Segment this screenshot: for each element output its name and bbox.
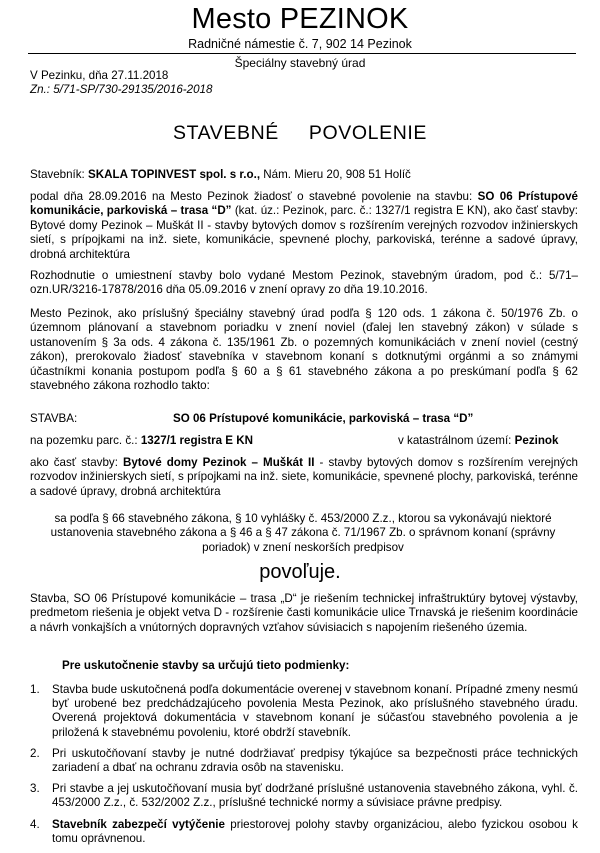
conditions-list bbox=[30, 683, 578, 853]
builder-address: Nám. Mieru 20, 908 51 Holíč bbox=[263, 168, 411, 181]
stavba-name: SO 06 Prístupové komunikácie, parkoviská – trasa “D” bbox=[173, 412, 474, 425]
condition-item bbox=[30, 782, 578, 810]
builder-line bbox=[30, 168, 578, 182]
application-project-name: SO 06 Prístupové komunikácie, parkoviská – trasa “D” bbox=[30, 190, 579, 218]
application-paragraph bbox=[30, 190, 578, 262]
cadastral-line bbox=[398, 434, 558, 448]
cadastral-label: v katastrálnom území: bbox=[398, 434, 512, 447]
condition-number: 2. bbox=[30, 746, 40, 760]
builder-name: SKALA TOPINVEST spol. s r.o., bbox=[88, 168, 261, 181]
condition-text: Pri stavbe a jej uskutočňovaní musia byť dodržané príslušné ustanovenia stavebného zákona, vyhl. č. 453/2000 Z.z., č. 532/2002 Z.z., príslušné technické normy a súvisiace právne predpisy. bbox=[52, 782, 578, 810]
condition-text: priestorovej polohy stavby organizáciou, alebo fyzickou osobou k tomu oprávnenou. bbox=[52, 817, 578, 845]
description-paragraph: Stavba, SO 06 Prístupové komunikácie – trasa „D“ je riešením technickej infraštruktúry bytovej výstavby, predmetom riešenia je objekt vetva D - rozšírenie časti komunikácie ulice Trnavská je riešenim koordinácie a návrh vonkajších a vnútorných dopravných vzťahov súvisiacich s napojením riešeného územia. bbox=[30, 592, 578, 634]
stavba-part-paragraph bbox=[30, 456, 578, 499]
condition-item bbox=[30, 747, 578, 775]
header-divider bbox=[28, 53, 576, 54]
condition-item bbox=[30, 683, 578, 740]
legal-basis-paragraph: sa podľa § 66 stavebného zákona, § 10 vyhlášky č. 453/2000 Z.z., ktorou sa vykonávajú niektoré ustanovenia stavebného zákona a § 46 a § 47 zákona č. 71/1967 Zb. o správnom konaní (správny poriadok) v znení neskorších predpisov bbox=[50, 512, 556, 554]
stavba-part-name: Bytové domy Pezinok – Muškát II bbox=[122, 456, 315, 469]
document-title: STAVEBNÉ POVOLENIE bbox=[172, 122, 428, 144]
builder-label: Stavebník: bbox=[30, 168, 85, 181]
date-line: V Pezinku, dňa 27.11.2018 bbox=[30, 69, 169, 82]
office-name: Špeciálny stavebný úrad bbox=[234, 56, 366, 70]
zoning-decision-paragraph: Rozhodnutie o umiestnení stavby bolo vydané Mestom Pezinok, stavebným úradom, pod č.: 5/71–ozn.UR/3216-17878/2016 dňa 05.09.2016 v znení opravy zo dňa 19.10.2016. bbox=[30, 269, 578, 297]
reference-number: Zn.: 5/71-SP/730-29135/2016-2018 bbox=[30, 83, 213, 96]
application-text-1: podal dňa 28.09.2016 na Mesto Pezinok žiadosť o stavebné povolenie na stavbu: bbox=[30, 190, 473, 203]
condition-item bbox=[30, 818, 578, 846]
stavba-part-prefix: ako časť stavby: bbox=[30, 456, 118, 469]
condition-number: 4. bbox=[30, 817, 40, 831]
municipality-address: Radničné námestie č. 7, 902 14 Pezinok bbox=[188, 37, 412, 51]
verdict-heading: povoľuje. bbox=[259, 561, 341, 583]
condition-text: Stavba bude uskutočnená podľa dokumentácie overenej v stavebnom konaní. Prípadné zmeny nesmú byť urobené bez predchádzajúceho povolenia Mesta Pezinok, ako príslušného stavebného úradu. Overená projektová dokumentácia v stavebnom konaní je súčasťou stavebného povolenia a je priložená k stavebnému povoleniu, ktoré obdrží stavebník. bbox=[52, 683, 578, 739]
parcel-value: 1327/1 registra E KN bbox=[140, 434, 253, 447]
parcel-label: na pozemku parc. č.: bbox=[30, 434, 138, 447]
condition-number: 3. bbox=[30, 782, 40, 796]
municipality-title: Mesto PEZINOK bbox=[191, 3, 409, 35]
application-text-2: (kat. úz.: Pezinok, parc. č.: 1327/1 registra E KN), ako časť stavby: Bytové domy Pezinok – Muškát II - stavby bytových domov s rozšírením verejných rozvodov inžinierskych sietí, s prípojkami na inž. siete, komunikácie, spevnené plochy, parkoviská, terénne a sadové úpravy, drobná architektúra bbox=[30, 204, 578, 261]
parcel-line bbox=[30, 434, 253, 448]
condition-number: 1. bbox=[30, 683, 40, 696]
condition-text: Pri uskutočňovaní stavby je nutné dodržiavať predpisy týkajúce sa bezpečnosti práce technických zariadení a dbať na ochranu zdravia osôb na stavenisku. bbox=[52, 746, 578, 775]
condition-bold-text: Stavebník zabezpečí vytýčenie bbox=[52, 817, 225, 831]
cadastral-value: Pezinok bbox=[514, 434, 559, 447]
stavba-part-rest: - stavby bytových domov s rozšírením verejných rozvodov inžinierskych sietí, s prípojkami na inž. siete, komunikácie, spevnené plochy, parkoviská, terénne a sadové úpravy, drobná architektúra bbox=[30, 456, 578, 498]
stavba-label: STAVBA: bbox=[30, 412, 78, 425]
authority-paragraph: Mesto Pezinok, ako príslušný špeciálny stavebný úrad podľa § 120 ods. 1 zákona č. 50/1976 Zb. o územnom plánovaní a stavebnom poriadku v znení noviel (ďalej len stavebný zákon) v súlade s ustanovením § 3a ods. 4 zákona č. 135/1961 Zb. o pozemných komunikáciách v znení noviel (cestný zákon), prerokovalo žiadosť stavebníka v stavebnom konaní s dotknutými orgánmi a so známymi účastníkmi konania postupom podľa § 60 a § 61 stavebného zákona a po preskúmaní podľa § 62 stavebného zákona rozhodlo takto: bbox=[30, 307, 578, 393]
conditions-heading: Pre uskutočnenie stavby sa určujú tieto podmienky: bbox=[62, 659, 350, 672]
